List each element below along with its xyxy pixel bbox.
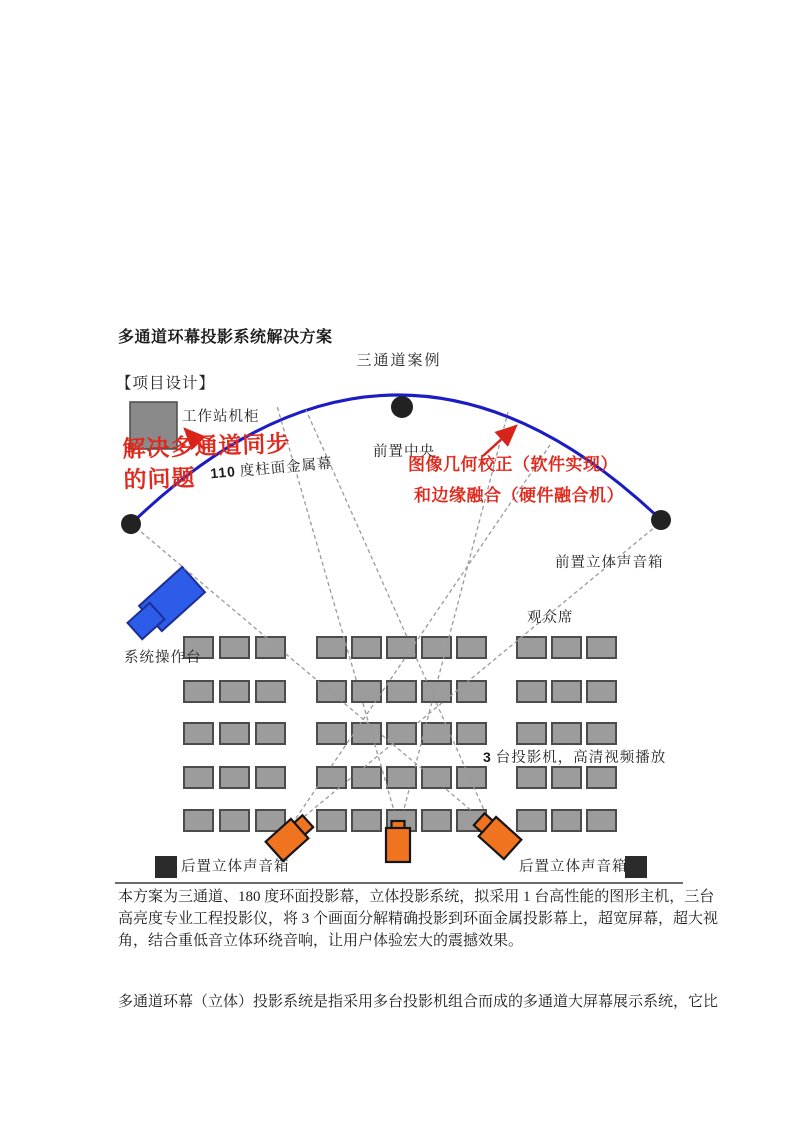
seat — [422, 810, 451, 831]
seat — [517, 767, 546, 788]
label-front-speaker: 前置立体声音箱 — [555, 555, 664, 571]
paragraph-2-line: 多通道环幕（立体）投影系统是指采用多台投影机组合而成的多通道大屏幕展示系统，它比 — [118, 994, 719, 1010]
seat — [387, 681, 416, 702]
seat — [317, 723, 346, 744]
paragraph-2 — [118, 991, 719, 1013]
seat — [220, 637, 249, 658]
screen-end-dot-right — [651, 510, 671, 530]
seat — [552, 637, 581, 658]
seat — [184, 723, 213, 744]
paragraph-1-line: 高亮度专业工程投影仪，将 3 个画面分解精确投影到环面金属投影幕上，超宽屏幕，超大视 — [118, 911, 719, 927]
seat — [552, 681, 581, 702]
annotation-sync-line1: 解决多通道同步 — [122, 431, 291, 463]
seat — [587, 767, 616, 788]
label-projectors: 3 台投影机，高清视频播放 — [483, 749, 667, 766]
label-screen: 110 度柱面金属幕 — [209, 455, 334, 482]
annotation-sync-line2: 的问题 — [123, 465, 196, 494]
seat — [256, 767, 285, 788]
seat — [587, 723, 616, 744]
doc-title: 多通道环幕投影系统解决方案 — [118, 329, 333, 346]
screen-end-dot-left — [121, 514, 141, 534]
seat — [317, 810, 346, 831]
seat — [256, 637, 285, 658]
seat — [517, 681, 546, 702]
seat — [587, 637, 616, 658]
annotation-calib-line1: 图像几何校正（软件实现） — [408, 455, 618, 475]
label-rear-speaker-left: 后置立体声音箱 — [181, 859, 290, 875]
section-heading: 【项目设计】 — [116, 375, 216, 392]
seat — [352, 681, 381, 702]
seat — [552, 810, 581, 831]
seat — [352, 723, 381, 744]
seat — [587, 681, 616, 702]
seat — [352, 810, 381, 831]
seat — [552, 767, 581, 788]
annotation-sync — [122, 429, 292, 497]
seat — [422, 637, 451, 658]
rear-speaker-left-icon — [155, 856, 177, 878]
seat — [517, 637, 546, 658]
seat — [352, 767, 381, 788]
annotation-calib-line2: 和边缘融合（硬件融合机） — [414, 486, 624, 506]
seat — [184, 810, 213, 831]
seat — [220, 767, 249, 788]
screen-center-dot — [391, 396, 413, 418]
label-audience: 观众席 — [527, 610, 574, 626]
seat — [220, 810, 249, 831]
projector-center-icon — [386, 821, 410, 862]
seat — [457, 681, 486, 702]
seat — [220, 681, 249, 702]
label-workstation: 工作站机柜 — [182, 409, 260, 425]
seat — [457, 637, 486, 658]
paragraph-1-line: 本方案为三通道、180 度环面投影幕，立体投影系统，拟采用 1 台高性能的图形主机，三台 — [118, 889, 715, 905]
seat — [317, 767, 346, 788]
seat — [184, 767, 213, 788]
rear-speaker-right-icon — [625, 856, 647, 878]
seat — [587, 810, 616, 831]
label-front-center: 前置中央 — [373, 444, 435, 460]
seat — [317, 637, 346, 658]
seat — [256, 723, 285, 744]
seat — [387, 723, 416, 744]
paragraph-1 — [118, 886, 719, 952]
seat — [256, 681, 285, 702]
seat — [457, 767, 486, 788]
seat — [184, 681, 213, 702]
label-rear-speaker-right: 后置立体声音箱 — [519, 859, 628, 875]
seat — [457, 723, 486, 744]
case-subtitle: 三通道案例 — [356, 353, 442, 369]
seat — [220, 723, 249, 744]
seat — [422, 767, 451, 788]
projection-system-diagram — [115, 390, 683, 884]
label-console: 系统操作台 — [124, 650, 202, 666]
seat — [317, 681, 346, 702]
annotation-calibration — [408, 450, 624, 512]
seat — [552, 723, 581, 744]
seat — [352, 637, 381, 658]
seat — [517, 723, 546, 744]
paragraph-1-line: 角，结合重低音立体环绕音响，让用户体验宏大的震撼效果。 — [118, 933, 524, 949]
seat — [517, 810, 546, 831]
